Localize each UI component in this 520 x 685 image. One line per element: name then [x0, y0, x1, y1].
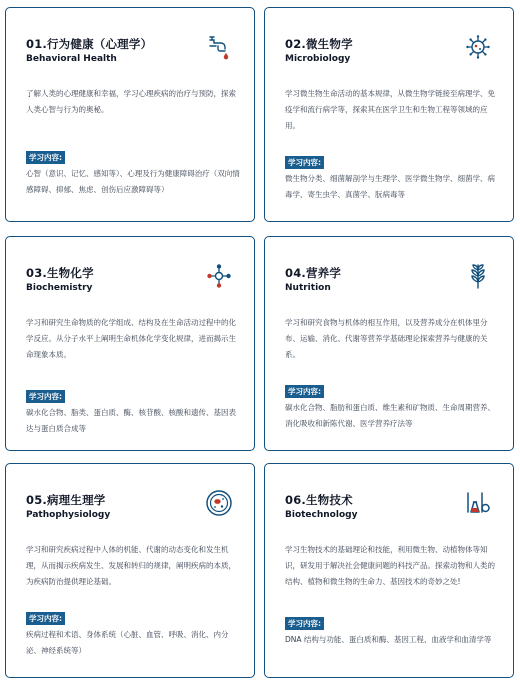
card-title-en: Behavioral Health — [26, 54, 117, 64]
card-description: 学习微生物生命活动的基本规律，从微生物学链接至病理学、免疫学和流行病学等，探索其在医学卫生和生物工程等领域的应用。 — [285, 89, 495, 130]
content-label: 学习内容: — [26, 390, 65, 403]
faucet-drop-icon — [204, 32, 234, 62]
card-description: 了解人类的心理健康和幸福，学习心理疾病的治疗与预防，探索人类心智与行为的奥秘。 — [26, 89, 236, 114]
card-content: 疾病过程和术语、身体系统（心脏、血管、呼吸、消化、内分泌、神经系统等） — [26, 630, 229, 655]
card-nutrition — [264, 236, 514, 451]
card-title-zh: 06.生物技术 — [285, 493, 353, 507]
card-title-zh: 04.营养学 — [285, 266, 342, 280]
card-title-zh: 02.微生物学 — [285, 37, 353, 51]
card-biotechnology — [264, 463, 514, 678]
card-content: 碳水化合物、脂类、蛋白质、酶、核苷酸、核酸和遗传、基因表达与蛋白质合成等 — [26, 408, 236, 433]
card-description: 学习生物技术的基础理论和技能，利用微生物、动植物体等知识，研发用于解决社会健康问题的科技产品。探索动物和人类的结构、植物和微生物的生命力、基因技术的奇妙之处! — [285, 545, 495, 586]
card-description: 学习和研究生命物质的化学组成、结构及在生命活动过程中的化学反应。从分子水平上阐明生命机体化学变化规律，进而揭示生命现象本质。 — [26, 318, 236, 359]
card-title-zh: 03.生物化学 — [26, 266, 94, 280]
card-content: 心智（意识、记忆、感知等）、心理及行为健康障碍治疗（双向情感障碍、抑郁、焦虑、创伤后应激障碍等） — [26, 169, 240, 194]
molecule-icon — [204, 261, 234, 291]
card-title-en: Biotechnology — [285, 510, 358, 520]
card-behavioral-health — [5, 7, 255, 222]
content-label: 学习内容: — [285, 385, 324, 398]
card-content: 碳水化合物、脂肪和蛋白质、维生素和矿物质、生命周期营养、消化吸收和新陈代谢、医学营养疗法等 — [285, 403, 495, 428]
card-pathophysiology — [5, 463, 255, 678]
wheat-icon — [463, 261, 493, 291]
card-title-en: Biochemistry — [26, 283, 93, 293]
content-label: 学习内容: — [26, 151, 65, 164]
card-content: DNA 结构与功能、蛋白质和酶、基因工程、血液学和血清学等 — [285, 635, 492, 644]
card-content: 微生物分类、细菌解剖学与生理学、医学微生物学、细菌学、病毒学、寄生虫学、真菌学、朊病毒等 — [285, 174, 495, 199]
card-title-zh: 01.行为健康（心理学） — [26, 37, 153, 51]
lab-flask-icon — [463, 488, 493, 518]
microbe-icon — [463, 32, 493, 62]
card-biochemistry — [5, 236, 255, 451]
content-label: 学习内容: — [285, 617, 324, 630]
card-title-en: Nutrition — [285, 283, 331, 293]
content-label: 学习内容: — [285, 156, 324, 169]
card-title-zh: 05.病理生理学 — [26, 493, 106, 507]
content-label: 学习内容: — [26, 612, 65, 625]
cell-icon — [204, 488, 234, 518]
card-microbiology — [264, 7, 514, 222]
card-description: 学习和研究食物与机体的相互作用，以及营养成分在机体里分布、运输、消化、代谢等营养学基础理论探索营养与健康的关系。 — [285, 318, 488, 359]
card-description: 学习和研究疾病过程中人体的机能、代谢的动态变化和发生机理，从而揭示疾病发生、发展和转归的规律，阐明疾病的本质，为疾病防治提供理论基础。 — [26, 545, 236, 586]
card-title-en: Pathophysiology — [26, 510, 111, 520]
card-title-en: Microbiology — [285, 54, 351, 64]
